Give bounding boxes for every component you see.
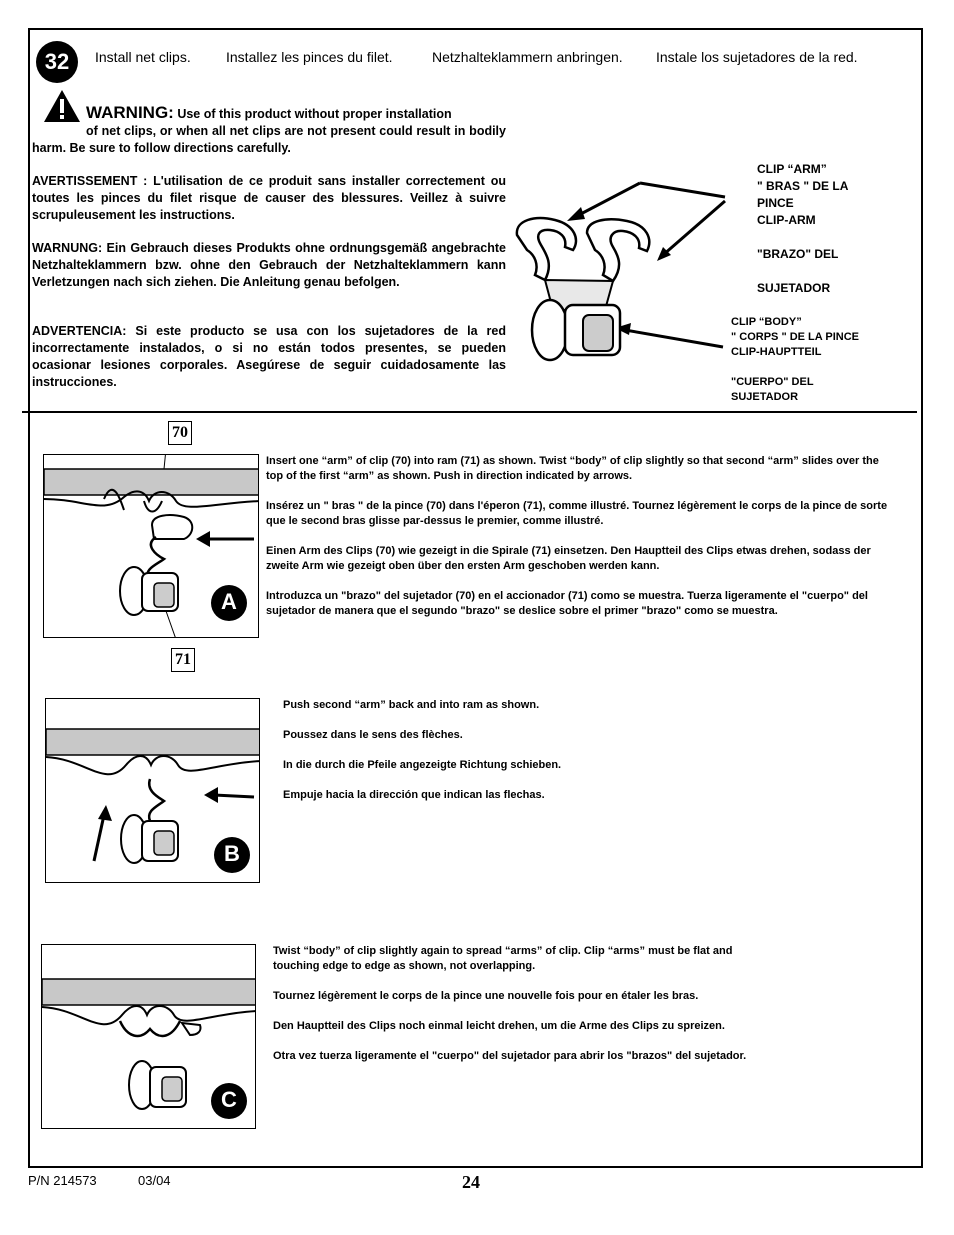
step-title-fr: Installez les pinces du filet. [226, 49, 393, 65]
clip-arm-label [757, 161, 848, 297]
warning-label: WARNING: [86, 103, 174, 122]
warning-triangle-icon [42, 88, 82, 124]
clip-body-label-line: SUJETADOR [731, 391, 799, 403]
panel-c-text-en: Twist “body” of clip slightly again to spread “arms” of clip. Clip “arms” must be flat and touching edge to edge as shown, not overlapping. [273, 945, 733, 972]
clip-arm-label-line: "BRAZO" DEL [757, 247, 839, 261]
panel-c-instructions [273, 944, 773, 1079]
clip-body-label-line [731, 360, 859, 375]
panel-a-text-en: Insert one “arm” of clip (70) into ram (71) as shown. Twist “body” of clip slightly so that second “arm” slides over the top of the first “arm” as shown. Push in direction indicated by arrows. [266, 455, 879, 482]
panel-a-illustration [43, 454, 259, 638]
panel-c-text-es: Otra vez tuerza ligeramente el "cuerpo" del sujetador para abrir los "brazos" del sujetador. [273, 1050, 747, 1062]
warning-de: WARNUNG: Ein Gebrauch dieses Produkts ohne ordnungsgemäß angebrachte Netzhalteklammern bzw. ohne den Gebrauch der Netzhalteklammern kann Verletzungen nach sich ziehen. Die Anleitung genau befolgen. [32, 241, 506, 289]
warning-en: of net clips, or when all net clips are not present could result in bodily harm. Be sure to follow directions carefully. [32, 124, 506, 155]
panel-c-text-fr: Tournez légèrement le corps de la pince une nouvelle fois pour en étaler les bras. [273, 990, 699, 1002]
panel-a-text-es: Introduzca un "brazo" del sujetador (70) en el accionador (71) como se muestra. Tuerza ligeramente el "cuerpo" del sujetador de manera que el segundo "brazo" se deslice sobre el primer "brazo" como se muestra. [266, 590, 868, 617]
panel-b-text-es: Empuje hacia la dirección que indican las flechas. [283, 789, 545, 801]
step-title-de: Netzhalteklammern anbringen. [432, 49, 623, 65]
clip-arm-label-line: CLIP “ARM” [757, 162, 827, 176]
clip-arm-label-line: PINCE [757, 196, 794, 210]
clip-arm-label-line [757, 229, 848, 246]
footer-date: 03/04 [138, 1173, 171, 1188]
panel-c-illustration [41, 944, 256, 1129]
clip-arm-label-line: " BRAS " DE LA [757, 179, 849, 193]
warning-en-first: Use of this product without proper installation [177, 107, 452, 121]
panel-b-text-en: Push second “arm” back and into ram as shown. [283, 699, 540, 711]
clip-body-label-line: CLIP “BODY” [731, 316, 802, 328]
panel-b-text-de: In die durch die Pfeile angezeigte Richtung schieben. [283, 759, 562, 771]
part-71-label: 71 [171, 648, 195, 672]
panel-c-text-de: Den Hauptteil des Clips noch einmal leicht drehen, um die Arme des Clips zu spreizen. [273, 1020, 725, 1032]
step-number-badge: 32 [36, 41, 78, 83]
warning-heading-line [86, 103, 506, 123]
clip-diagram [505, 175, 755, 400]
clip-body-label-line: " CORPS " DE LA PINCE [731, 331, 859, 343]
warning-es: ADVERTENCIA: Si este producto se usa con los sujetadores de la red incorrectamente instalados, o si no están todos presentes, se pueden ocasionar lesiones corporales. Asegúrese de seguir cuidadosamente las instrucciones. [32, 324, 506, 389]
panel-a-text-fr: Insérez un " bras " de la pince (70) dans l'éperon (71), comme illustré. Tournez légèrement le corps de la pince de sorte que le second bras glisse par-dessus le premier, comme illustré. [266, 500, 888, 527]
panel-a-letter: A [221, 589, 237, 614]
page-number: 24 [462, 1172, 480, 1192]
panel-b-text-fr: Poussez dans le sens des flèches. [283, 729, 463, 741]
clip-body-label-line: "CUERPO" DEL [731, 376, 814, 388]
panel-b-letter: B [224, 841, 240, 866]
panel-a-text-de: Einen Arm des Clips (70) wie gezeigt in die Spirale (71) einsetzen. Den Hauptteil des Clips etwas drehen, sodass der zweite Arm wie gezeigt oben über den ersten Arm geschoben werden kann. [266, 545, 871, 572]
section-divider [22, 411, 917, 413]
step-title-es: Instale los sujetadores de la red. [656, 49, 858, 65]
clip-arm-label-line: SUJETADOR [757, 281, 831, 295]
clip-arm-label-line: CLIP-ARM [757, 213, 816, 227]
clip-arm-label-line [757, 263, 848, 280]
panel-a-instructions [266, 454, 892, 634]
part-70-label: 70 [168, 421, 192, 445]
warning-fr: AVERTISSEMENT : L'utilisation de ce produit sans installer correctement ou toutes les pinces du filet risque de causer des blessures. Veillez à suivre scrupuleusement les instructions. [32, 174, 506, 222]
clip-body-label-line: CLIP-HAUPTTEIL [731, 346, 822, 358]
panel-b-illustration [45, 698, 260, 883]
panel-c-letter: C [221, 1087, 237, 1112]
clip-body-label [731, 315, 859, 405]
panel-b-instructions [283, 698, 883, 818]
step-title-en: Install net clips. [95, 49, 191, 65]
footer-part-number: P/N 214573 [28, 1173, 97, 1188]
